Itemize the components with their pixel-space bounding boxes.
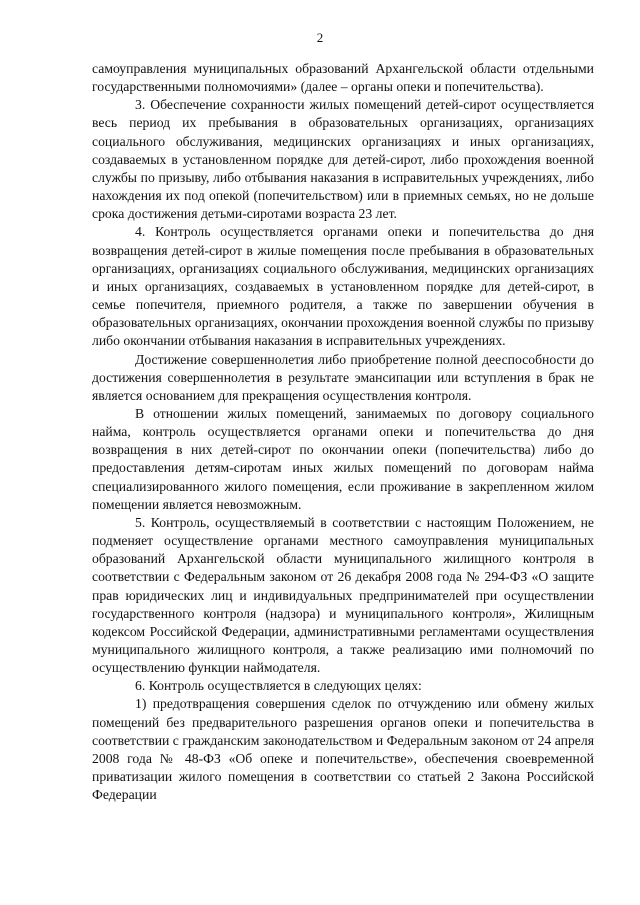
paragraph: 6. Контроль осуществляется в следующих целях: xyxy=(135,678,422,694)
paragraph: В отношении жилых помещений, занимаемых по договору социального найма, контроль осуществляется органами опеки и попечительства до дня возвращения в них детей-сирот по окончании опеки (попечительства) либо до предоставления детям-сиротам иных жилых помещений по договорам найма специализированного жилого помещения, если проживание в закрепленном жилом помещении является невозможным. xyxy=(92,405,594,512)
paragraph: Достижение совершеннолетия либо приобретение полной дееспособности до достижения совершеннолетия в результате эмансипации или вступления в брак не является основанием для прекращения осуществления контроля. xyxy=(92,351,594,403)
paragraph: 1) предотвращения совершения сделок по отчуждению или обмену жилых помещений без предварительного разрешения органов опеки и попечительства в соответствии с гражданским законодательством и Федеральным законом от 24 апреля 2008 года № 48-ФЗ «Об опеке и попечительстве», обеспечения своевременной приватизации жилого помещения в соответствии со статьей 2 Закона Российской Федерации xyxy=(92,696,594,803)
paragraph: 3. Обеспечение сохранности жилых помещений детей-сирот осуществляется весь период их пребывания в образовательных организациях, организациях социального обслуживания, медицинских организациях и иных организациях, создаваемых в установленном порядке для детей-сирот, либо прохождения военной службы по призыву, либо отбывания наказания в исправительных учреждениях, либо нахождения их под опекой (попечительством) или в приемных семьях, но не дольше срока достижения детьми-сиротами возраста 23 лет. xyxy=(92,97,594,222)
paragraph: 4. Контроль осуществляется органами опеки и попечительства до дня возвращения детей-сирот в жилые помещения после пребывания в образовательных организациях, организациях социального обслуживания, медицинских организациях и иных организациях, создаваемых в установленном порядке для детей-сирот, в семье попечителя, приемного родителя, а также по завершении обучения в образовательных организациях, окончании прохождения военной службы по призыву либо окончании отбывания наказания в исправительных учреждениях. xyxy=(92,224,594,349)
document-body xyxy=(92,60,594,804)
page-number: 2 xyxy=(316,30,324,45)
paragraph: самоуправления муниципальных образований Архангельской области отдельными государственными полномочиями» (далее – органы опеки и попечительства). xyxy=(92,61,594,95)
paragraph: 5. Контроль, осуществляемый в соответствии с настоящим Положением, не подменяет осуществление органами местного самоуправления муниципальных образований Архангельской области муниципального жилищного контроля в соответствии с Федеральным законом от 26 декабря 2008 года № 294-ФЗ «О защите прав юридических лиц и индивидуальных предпринимателей при осуществлении государственного контроля (надзора) и муниципального контроля», Жилищным кодексом Российской Федерации, административными регламентами осуществления муниципального жилищного контроля, а также реализацию ими полномочий по осуществлению функции наймодателя. xyxy=(92,514,594,676)
